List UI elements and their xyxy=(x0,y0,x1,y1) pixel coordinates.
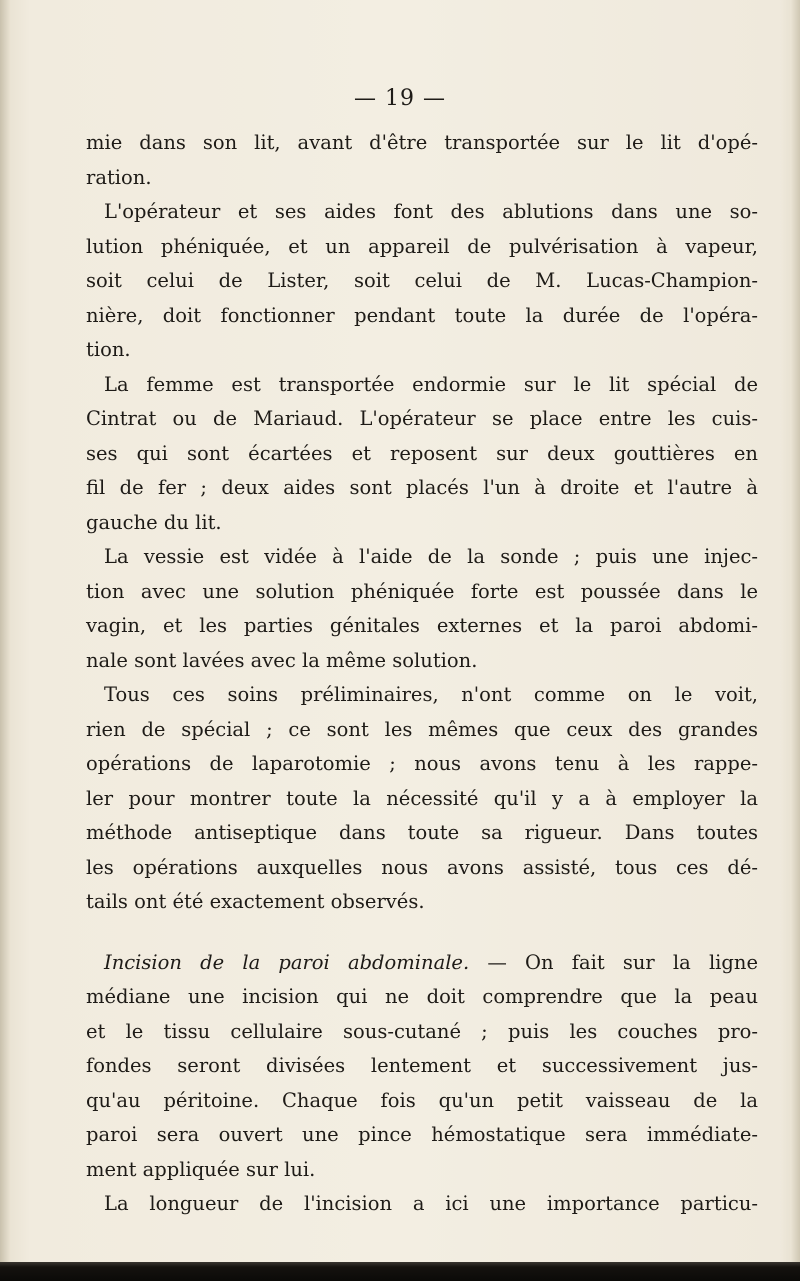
paragraph xyxy=(86,678,758,920)
text-line: ses qui sont écartées et reposent sur deux gouttières en xyxy=(86,441,758,465)
section-heading: Incision de la paroi abdominale. xyxy=(104,950,470,974)
text-line: opérations de laparotomie ; nous avons tenu à les rappe- xyxy=(86,752,758,775)
text-line: tion avec une solution phéniquée forte est poussée dans le xyxy=(86,579,758,603)
text-line: lution phéniquée, et un appareil de pulvérisation à vapeur, xyxy=(86,234,758,258)
section-paragraph xyxy=(86,946,758,1188)
text-line: gauche du lit. xyxy=(86,510,222,534)
text-line: paroi sera ouvert une pince hémostatique sera immédiate- xyxy=(86,1123,758,1146)
text-line: et le tissu cellulaire sous-cutané ; puis les couches pro- xyxy=(86,1019,758,1043)
paragraph xyxy=(86,540,758,678)
text-line: tion. xyxy=(86,338,131,361)
text-line: rien de spécial ; ce sont les mêmes que ceux des grandes xyxy=(86,717,758,741)
body-text xyxy=(86,126,758,1222)
text-line: les opérations auxquelles nous avons assisté, tous ces dé- xyxy=(86,855,758,879)
text-line: fil de fer ; deux aides sont placés l'un à droite et l'autre à xyxy=(86,476,758,499)
text-line: tails ont été exactement observés. xyxy=(86,890,425,913)
text-line: Tous ces soins préliminaires, n'ont comme on le voit, xyxy=(104,683,758,706)
text-line: La vessie est vidée à l'aide de la sonde ; puis une injec- xyxy=(104,545,758,568)
paragraph xyxy=(86,195,758,368)
text-line: qu'au péritoine. Chaque fois qu'un petit vaisseau de la xyxy=(86,1088,758,1112)
text-line: ler pour montrer toute la nécessité qu'il y a à employer la xyxy=(86,786,758,810)
text-line: méthode antiseptique dans toute sa rigueur. Dans toutes xyxy=(86,821,758,844)
text-line: médiane une incision qui ne doit comprendre que la peau xyxy=(86,985,758,1008)
scan-bottom-border xyxy=(0,1262,800,1281)
text-line: nière, doit fonctionner pendant toute la durée de l'opéra- xyxy=(86,303,758,327)
text-line: ration. xyxy=(86,165,152,189)
page-outer-edge xyxy=(790,0,800,1281)
text-line: fondes seront divisées lentement et successivement jus- xyxy=(86,1054,758,1077)
paragraph xyxy=(86,126,758,195)
section-first-line xyxy=(86,946,758,981)
final-text-line: La longueur de l'incision a ici une importance particu- xyxy=(104,1192,758,1215)
page-number: — 19 — xyxy=(354,86,446,111)
text-line: soit celui de Lister, soit celui de M. Lucas-Champion- xyxy=(86,269,758,292)
text-line: L'opérateur et ses aides font des ablutions dans une so- xyxy=(104,200,758,223)
section-heading-continuation: — On fait sur la ligne xyxy=(487,950,759,974)
text-line: ment appliquée sur lui. xyxy=(86,1157,316,1181)
text-line: nale sont lavées avec la même solution. xyxy=(86,648,478,672)
page-binding-edge xyxy=(0,0,10,1281)
text-line: Cintrat ou de Mariaud. L'opérateur se place entre les cuis- xyxy=(86,407,758,430)
paragraph xyxy=(86,368,758,541)
text-line: mie dans son lit, avant d'être transportée sur le lit d'opé- xyxy=(86,131,758,154)
text-line: vagin, et les parties génitales externes et la paroi abdomi- xyxy=(86,614,758,637)
section-spacer xyxy=(86,920,758,946)
text-line: La femme est transportée endormie sur le lit spécial de xyxy=(104,372,758,396)
